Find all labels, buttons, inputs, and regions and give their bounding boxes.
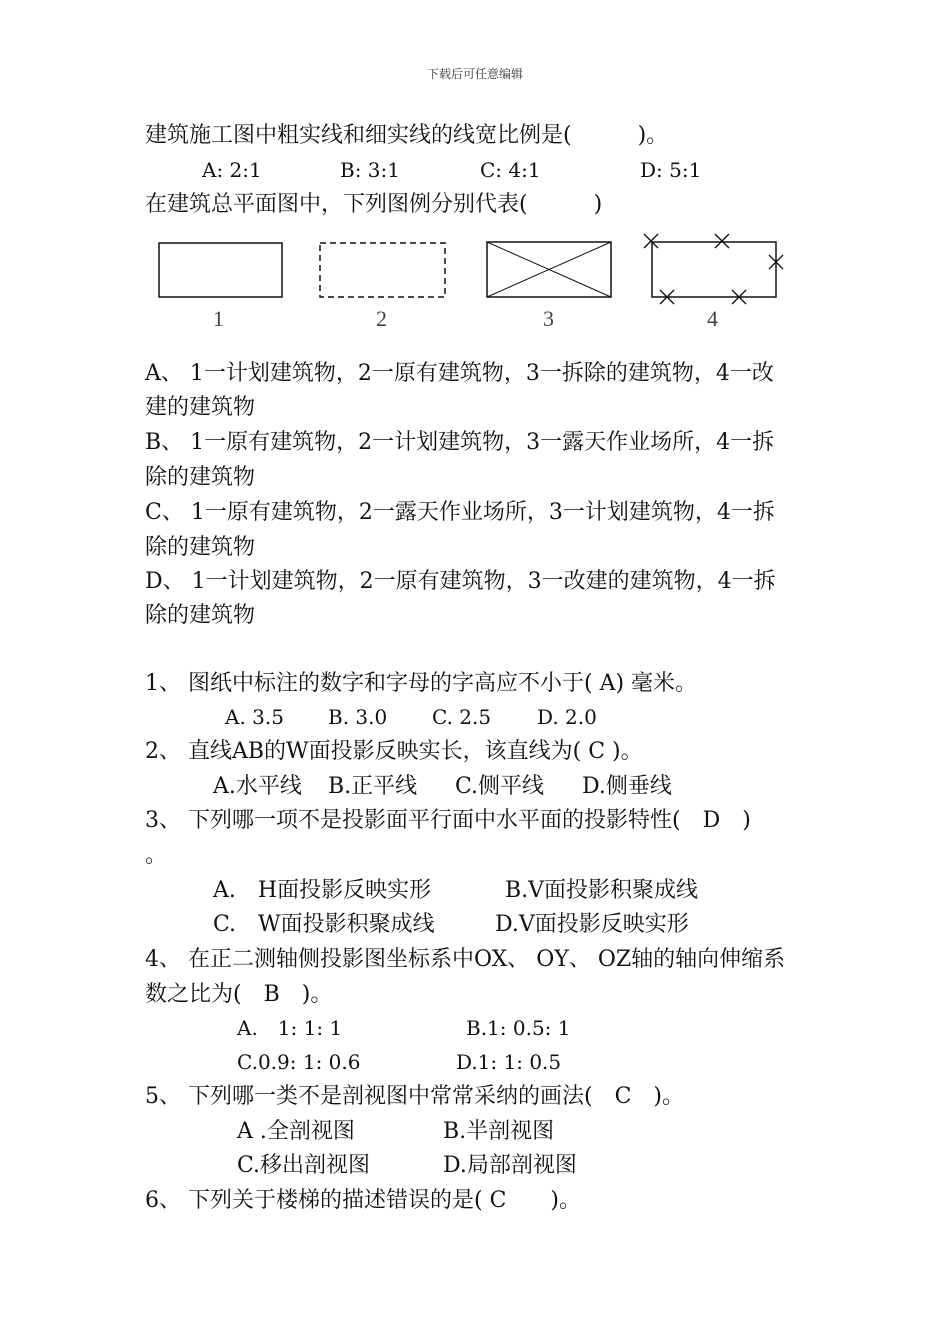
- q2-option-c: C.侧平线: [455, 774, 545, 799]
- q3-option-d: D.V面投影反映实形: [495, 912, 689, 937]
- q1-option-c: C. 2.5: [432, 705, 492, 729]
- q4-option-b: B.1: 0.5: 1: [466, 1016, 571, 1040]
- legend-answer-c-cont: 除的建筑物: [145, 535, 256, 560]
- question-4-stem-cont: 数之比为( B )。: [145, 982, 333, 1007]
- q2-option-d: D.侧垂线: [582, 774, 672, 799]
- q5-option-c: C.移出剖视图: [237, 1153, 371, 1178]
- question-2-stem: 2、 直线AB的W面投影反映实长，该直线为( C )。: [145, 739, 643, 764]
- legend-answer-d-cont: 除的建筑物: [145, 603, 256, 628]
- question-3-stem: 3、 下列哪一项不是投影面平行面中水平面的投影特性( D ): [145, 808, 751, 833]
- question-line-width-stem: 建筑施工图中粗实线和细实线的线宽比例是( )。: [145, 123, 669, 148]
- question-5-stem: 5、 下列哪一类不是剖视图中常常采纳的画法( C )。: [145, 1084, 684, 1109]
- legend-answer-b: B、 1一原有建筑物，2一计划建筑物，3一露天作业场所，4一拆: [145, 430, 775, 455]
- legend-crossed-rect: [487, 242, 611, 297]
- q3-option-c: C. W面投影积聚成线: [213, 912, 435, 937]
- option-d: D: 5:1: [640, 158, 702, 182]
- question-3-stem-cont: 。: [145, 843, 168, 868]
- q2-option-b: B.正平线: [328, 774, 418, 799]
- legend-answer-a-cont: 建的建筑物: [145, 395, 256, 420]
- legend-figure: [150, 228, 790, 338]
- legend-dashed-rect: [320, 243, 445, 297]
- q4-option-d: D.1: 1: 0.5: [456, 1050, 562, 1074]
- legend-answer-b-cont: 除的建筑物: [145, 465, 256, 490]
- legend-label-4: 4: [707, 306, 718, 331]
- q4-option-a: A. 1: 1: 1: [237, 1016, 343, 1040]
- q5-option-d: D.局部剖视图: [443, 1153, 577, 1178]
- question-4-stem: 4、 在正二测轴侧投影图坐标系中OX、 OY、 OZ轴的轴向伸缩系: [145, 947, 786, 972]
- q3-option-a: A. H面投影反映实形: [213, 878, 432, 903]
- q1-option-d: D. 2.0: [537, 705, 597, 729]
- option-a: A: 2:1: [202, 158, 262, 182]
- q4-option-c: C.0.9: 1: 0.6: [237, 1050, 361, 1074]
- option-c: C: 4:1: [480, 158, 541, 182]
- legend-x-marked-rect: [644, 234, 783, 304]
- legend-label-3: 3: [543, 306, 554, 331]
- option-b: B: 3:1: [340, 158, 400, 182]
- legend-solid-rect: [159, 243, 282, 297]
- q3-option-b: B.V面投影积聚成线: [505, 878, 699, 903]
- legend-answer-c: C、 1一原有建筑物，2一露天作业场所，3一计划建筑物，4一拆: [145, 500, 775, 525]
- legend-label-2: 2: [376, 306, 387, 331]
- question-legend-stem: 在建筑总平面图中，下列图例分别代表( ): [145, 192, 603, 217]
- q5-option-a: A .全剖视图: [237, 1119, 355, 1144]
- q1-option-b: B. 3.0: [328, 705, 388, 729]
- q5-option-b: B.半剖视图: [443, 1119, 555, 1144]
- legend-answer-a: A、 1一计划建筑物，2一原有建筑物，3一拆除的建筑物，4一改: [145, 361, 774, 386]
- question-6-stem: 6、 下列关于楼梯的描述错误的是( C )。: [145, 1188, 581, 1213]
- question-1-stem: 1、 图纸中标注的数字和字母的字高应不小于( A) 毫米。: [145, 671, 698, 696]
- legend-answer-d: D、 1一计划建筑物，2一原有建筑物，3一改建的建筑物，4一拆: [145, 569, 776, 594]
- legend-label-1: 1: [213, 306, 224, 331]
- q2-option-a: A.水平线: [213, 774, 302, 799]
- q1-option-a: A. 3.5: [225, 705, 284, 729]
- page-header: 下载后可任意编辑: [426, 67, 523, 81]
